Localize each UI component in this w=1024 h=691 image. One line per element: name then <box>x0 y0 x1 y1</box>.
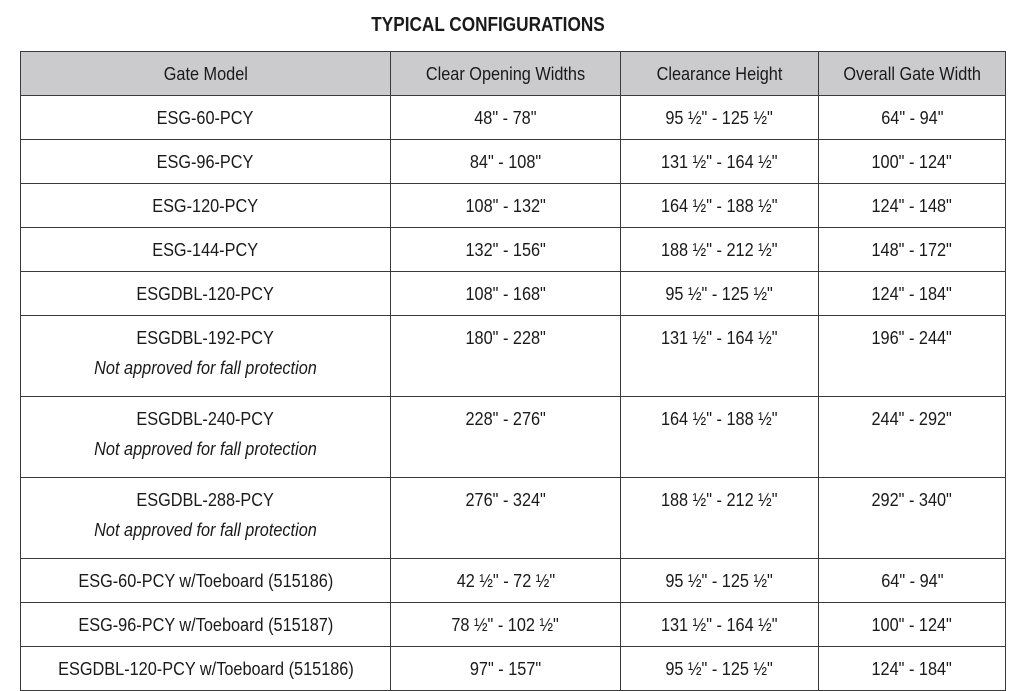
table-row <box>21 272 1006 316</box>
table-row <box>21 140 1006 184</box>
gate-model-name: ESGDBL-288-PCY <box>136 489 275 510</box>
table-row <box>21 647 1006 691</box>
cell-clear-opening-width: 42 ½" - 72 ½" <box>391 559 621 603</box>
cell-gate-model <box>21 478 391 559</box>
cell-overall-gate-width: 64" - 94" <box>819 96 1006 140</box>
cell-clear-opening-width: 276" - 324" <box>391 478 621 559</box>
fall-protection-note: Not approved for fall protection <box>94 438 317 459</box>
cell-clearance-height: 131 ½" - 164 ½" <box>621 316 819 397</box>
table-row <box>21 603 1006 647</box>
cell-overall-gate-width: 124" - 148" <box>819 184 1006 228</box>
cell-gate-model <box>21 559 391 603</box>
table-row <box>21 559 1006 603</box>
gate-model-name: ESG-60-PCY <box>157 106 254 128</box>
gate-model-name: ESG-96-PCY <box>157 150 254 172</box>
cell-clearance-height: 131 ½" - 164 ½" <box>621 140 819 184</box>
cell-clearance-height: 95 ½" - 125 ½" <box>621 272 819 316</box>
table-header-row <box>21 52 1006 96</box>
gate-model-name: ESGDBL-120-PCY w/Toeboard (515186) <box>57 657 354 679</box>
cell-clearance-height: 131 ½" - 164 ½" <box>621 603 819 647</box>
cell-clearance-height: 164 ½" - 188 ½" <box>621 184 819 228</box>
cell-overall-gate-width: 196" - 244" <box>819 316 1006 397</box>
cell-overall-gate-width: 292" - 340" <box>819 478 1006 559</box>
cell-overall-gate-width: 148" - 172" <box>819 228 1006 272</box>
header-overall-gate-width: Overall Gate Width <box>819 52 1006 96</box>
gate-model-name: ESGDBL-120-PCY <box>136 282 275 304</box>
cell-clear-opening-width: 97" - 157" <box>391 647 621 691</box>
cell-clear-opening-width: 108" - 168" <box>391 272 621 316</box>
cell-clear-opening-width: 180" - 228" <box>391 316 621 397</box>
cell-overall-gate-width: 124" - 184" <box>819 272 1006 316</box>
cell-clearance-height: 95 ½" - 125 ½" <box>621 96 819 140</box>
cell-overall-gate-width: 100" - 124" <box>819 603 1006 647</box>
cell-overall-gate-width: 64" - 94" <box>819 559 1006 603</box>
cell-clear-opening-width: 108" - 132" <box>391 184 621 228</box>
cell-clear-opening-width: 84" - 108" <box>391 140 621 184</box>
gate-model-name: ESGDBL-240-PCY <box>136 408 275 429</box>
gate-model-name: ESG-60-PCY w/Toeboard (515186) <box>78 569 333 591</box>
configurations-table <box>20 51 1006 691</box>
table-row <box>21 96 1006 140</box>
cell-clearance-height: 95 ½" - 125 ½" <box>621 647 819 691</box>
cell-gate-model <box>21 228 391 272</box>
page-title: TYPICAL CONFIGURATIONS <box>371 14 605 36</box>
gate-model-name: ESG-96-PCY w/Toeboard (515187) <box>78 613 333 635</box>
cell-gate-model <box>21 397 391 478</box>
cell-clearance-height: 164 ½" - 188 ½" <box>621 397 819 478</box>
cell-clear-opening-width: 48" - 78" <box>391 96 621 140</box>
table-row <box>21 184 1006 228</box>
cell-gate-model <box>21 96 391 140</box>
cell-clearance-height: 188 ½" - 212 ½" <box>621 228 819 272</box>
fall-protection-note: Not approved for fall protection <box>94 519 317 540</box>
fall-protection-note: Not approved for fall protection <box>94 357 317 378</box>
table-row <box>21 228 1006 272</box>
cell-gate-model <box>21 316 391 397</box>
cell-clearance-height: 188 ½" - 212 ½" <box>621 478 819 559</box>
table-row <box>21 397 1006 478</box>
table-row <box>21 316 1006 397</box>
cell-gate-model <box>21 184 391 228</box>
header-clear-opening-widths: Clear Opening Widths <box>391 52 621 96</box>
cell-clear-opening-width: 132" - 156" <box>391 228 621 272</box>
cell-gate-model <box>21 272 391 316</box>
cell-gate-model <box>21 140 391 184</box>
cell-overall-gate-width: 124" - 184" <box>819 647 1006 691</box>
cell-clear-opening-width: 228" - 276" <box>391 397 621 478</box>
cell-overall-gate-width: 100" - 124" <box>819 140 1006 184</box>
gate-model-name: ESGDBL-192-PCY <box>136 327 275 348</box>
header-clearance-height: Clearance Height <box>621 52 819 96</box>
cell-overall-gate-width: 244" - 292" <box>819 397 1006 478</box>
table-row <box>21 478 1006 559</box>
gate-model-name: ESG-144-PCY <box>152 238 259 260</box>
header-gate-model: Gate Model <box>21 52 391 96</box>
cell-clear-opening-width: 78 ½" - 102 ½" <box>391 603 621 647</box>
cell-gate-model <box>21 603 391 647</box>
gate-model-name: ESG-120-PCY <box>152 194 259 216</box>
cell-gate-model <box>21 647 391 691</box>
cell-clearance-height: 95 ½" - 125 ½" <box>621 559 819 603</box>
